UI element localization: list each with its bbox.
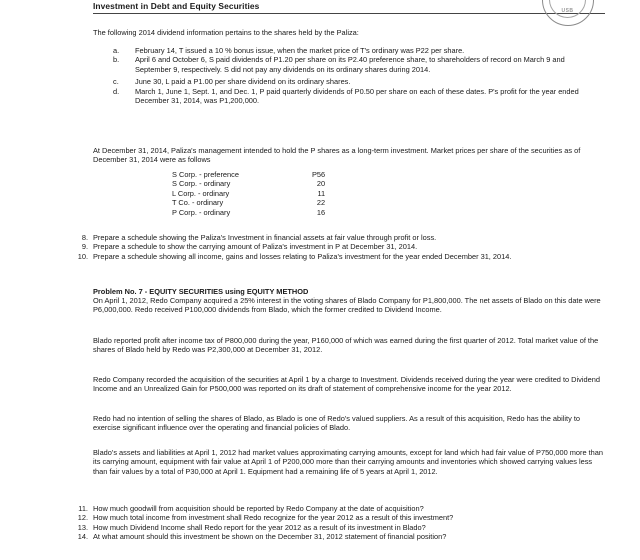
stock-price: 16 xyxy=(316,207,326,217)
stock-name: S Corp. - preference xyxy=(172,170,239,179)
question-number: 11. xyxy=(78,504,88,513)
question-item xyxy=(76,242,606,251)
stock-name: S Corp. - ordinary xyxy=(172,179,231,189)
table-row xyxy=(172,198,325,207)
question-text: How much Dividend Income shall Redo report for the year 2012 as a result of its investment in Blado? xyxy=(93,522,426,532)
question-item xyxy=(76,513,606,522)
header-divider xyxy=(93,13,605,14)
problem6-intro: The following 2014 dividend information pertains to the shares held by the Paliza: xyxy=(93,28,359,37)
question-number: 13. xyxy=(77,522,88,532)
list-item xyxy=(113,46,593,55)
list-item-letter: c. xyxy=(113,77,119,87)
list-item xyxy=(113,55,593,74)
problem7-paragraph: Redo had no intention of selling the shares of Blado, as Blado is one of Redo's valued suppliers. As a result of this acquisition, Redo has the ability to exercise significant influence over the operating and financial policies of Blado. xyxy=(93,414,581,433)
stock-name: T Co. - ordinary xyxy=(172,198,224,208)
list-item-text: February 14, T issued a 10 % bonus issue, when the market price of T's ordinary was P22 per share. xyxy=(135,46,465,55)
school-seal-inner: USB xyxy=(549,0,586,18)
list-item xyxy=(113,87,593,106)
question-text: Prepare a schedule to show the carrying amount of Paliza's investment in P at December 31, 2014. xyxy=(93,242,418,252)
question-number: 12. xyxy=(77,513,88,523)
problem6-questions xyxy=(76,233,606,261)
list-item-letter: b. xyxy=(113,55,120,65)
problem7-title: Problem No. 7 - EQUITY SECURITIES using EQUITY METHOD xyxy=(93,287,309,296)
table-row xyxy=(172,170,325,179)
list-item-text: April 6 and October 6, S paid dividends of P1.20 per share on its P2.40 preference share, to shareholders of record on March 9 and September 9, respectively. S did not pay any dividends on its ordinary shares during 2014. xyxy=(135,55,565,74)
question-item xyxy=(76,532,606,541)
question-number: 8. xyxy=(81,233,88,242)
question-item xyxy=(76,523,606,532)
stock-name: P Corp. - ordinary xyxy=(172,207,231,217)
question-number: 14. xyxy=(77,532,88,542)
stock-price: P56 xyxy=(312,170,326,179)
table-row xyxy=(172,189,325,198)
list-item-letter: a. xyxy=(113,46,120,55)
table-row xyxy=(172,179,325,188)
page-header-title: Investment in Debt and Equity Securities xyxy=(93,1,260,11)
school-seal-logo xyxy=(542,0,594,26)
question-text: How much total income from investment shall Redo recognize for the year 2012 as a result of this investment? xyxy=(93,513,454,523)
question-text: How much goodwill from acquisition should be reported by Redo Company at the date of acquisition? xyxy=(93,504,424,513)
market-prices-note: At December 31, 2014, Paliza's management intended to hold the P shares as a long-term investment. Market prices per share of the securities as of December 31, 2014 were as follows xyxy=(93,146,581,165)
problem7-paragraph: Blado reported profit after income tax of P800,000 during the year, P160,000 of which was earned during the first quarter of 2012. Total market value of the shares of Blado held by Redo was P2,300,000 at December 31, 2012. xyxy=(93,336,599,355)
stock-price: 22 xyxy=(316,198,326,208)
list-item-text: June 30, L paid a P1.00 per share dividend on its ordinary shares. xyxy=(135,77,351,87)
question-item xyxy=(76,233,606,242)
stock-price: 20 xyxy=(316,179,326,189)
question-item xyxy=(76,252,606,261)
list-item xyxy=(113,77,593,86)
question-text: Prepare a schedule showing the Paliza's Investment in financial assets at fair value through profit or loss. xyxy=(93,233,437,242)
list-item-letter: d. xyxy=(113,86,120,96)
stock-price: 11 xyxy=(317,188,326,198)
problem7-questions xyxy=(76,504,606,542)
question-item xyxy=(76,504,606,513)
question-number: 9. xyxy=(81,242,88,252)
list-item-text: March 1, June 1, Sept. 1, and Dec. 1, P paid quarterly dividends of P0.50 per share on each of these dates. P's profit for the year ended December 31, 2014, was P1,200,000. xyxy=(135,86,579,106)
stock-name: L Corp. - ordinary xyxy=(172,188,230,198)
problem7-paragraph: Blado's assets and liabilities at April 1, 2012 had market values approximating carrying amounts, except for land which had fair value of P750,000 more than its carrying amount, equipment with fair value at April 1 of P200,000 more than their carrying amounts and inventories which showed carrying values less than fair values by a total of P30,000 at April 1. Equipment had a remaining life of 5 years at April 1, 2012. xyxy=(93,448,604,476)
question-text: At what amount should this investment be shown on the December 31, 2012 statement of financial position? xyxy=(93,532,447,542)
problem7-paragraph: On April 1, 2012, Redo Company acquired a 25% interest in the voting shares of Blado Company for P1,800,000. The net assets of Blado on this date were P6,000,000. Redo received P100,000 dividends from Blado, which the former credited to Dividend Income. xyxy=(93,296,601,315)
table-row xyxy=(172,208,325,217)
market-price-table xyxy=(172,170,325,217)
problem7-paragraph: Redo Company recorded the acquisition of the securities at April 1 by a charge to Investment. Dividends received during the year were credited to Dividend Income and an Unrealized Gain for P500,000 was reported on its draft of statement of comprehensive income for the year 2012. xyxy=(93,375,600,394)
question-text: Prepare a schedule showing all income, gains and losses relating to Paliza's investment for the year ended December 31, 2014. xyxy=(93,251,512,261)
question-number: 10. xyxy=(77,251,88,261)
dividend-info-list xyxy=(113,46,593,105)
